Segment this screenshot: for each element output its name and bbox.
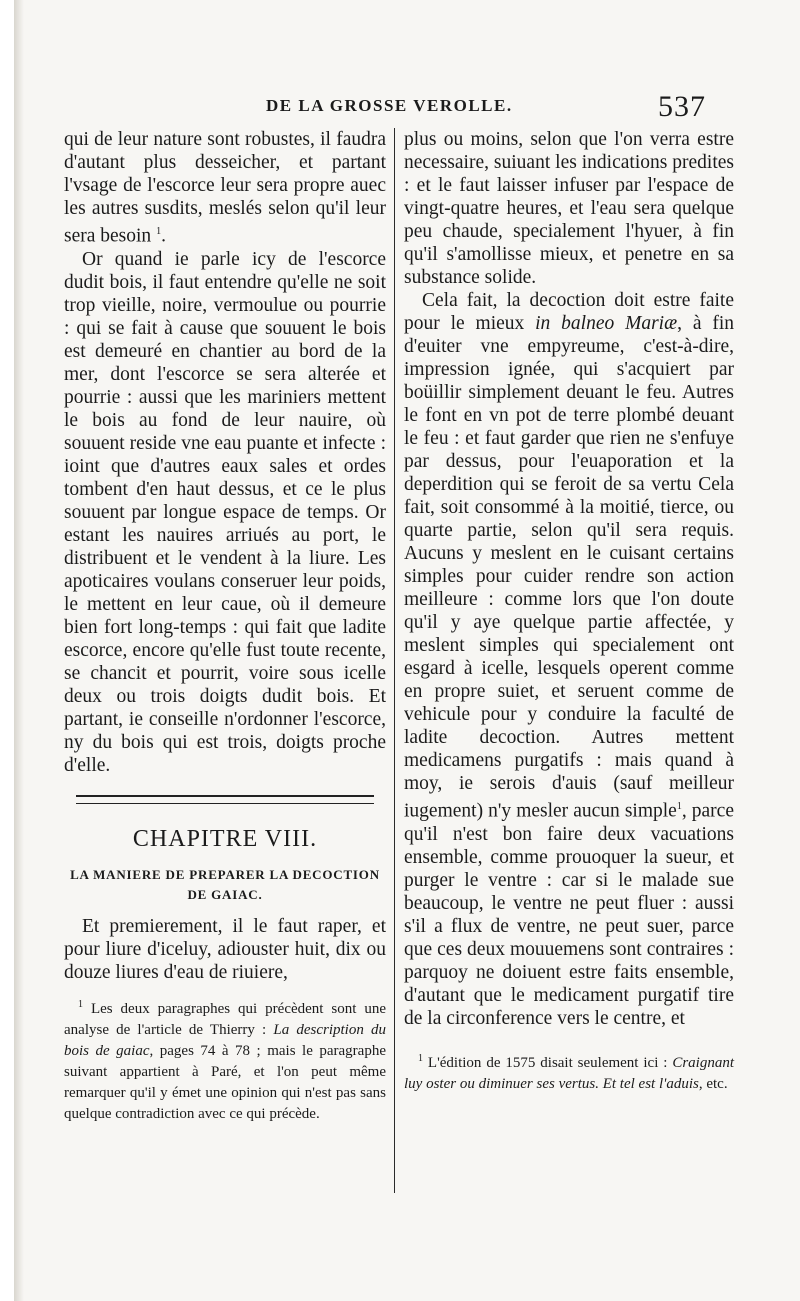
chapter-subtitle-line: LA MANIERE DE PREPARER LA DECOCTION (70, 866, 380, 882)
footnote-italic: La description du bois de gaiac (64, 1021, 386, 1059)
footnote-ref: 1 (156, 226, 162, 237)
chapter-subtitle-line: DE GAIAC. (187, 886, 263, 902)
section-divider (76, 795, 374, 804)
column-divider (394, 128, 395, 1193)
chapter-title: CHAPITRE VIII. (132, 825, 318, 852)
page-number: 537 (658, 90, 706, 123)
paragraph-text: Cela fait, la decoction doit estre faite pour le mieux (404, 290, 734, 334)
paragraph-text: , parce qu'il n'est bon faire deux vacuations ensemble, comme prouoquer la sueur, et purger le ventre : car si le malade sue beaucoup, le ventre ne peut fluer : aussi s'il a flux de ventre, ne peut suer, parce que ces deux mouuemens sont contraires : parquoy ne doiuent estre faits ensemble, d'autant que le medicament purgatif tire de la circonference vers le centre, et (404, 800, 734, 1029)
paragraph: plus ou moins, selon que l'on verra estre necessaire, suiuant les indications predites : et le faut laisser infuser par l'espace de vingt-quatre heures, et l'eau sera quelque peu chaude, specialement l'hyuer, à fin qu'il s'amollisse mieux, et penetre en sa substance solide. (404, 129, 734, 288)
footnote-italic: Craignant luy oster ou diminuer ses vertus. Et tel est l'aduis (404, 1054, 735, 1092)
paragraph: qui de leur nature sont robustes, il faudra d'autant plus desseicher, et partant l'vsage de l'escorce leur sera propre auec les autres susdits, meslés selon qu'il leur sera besoin $^1$. (64, 129, 386, 247)
left-column (64, 128, 386, 1125)
footnote-text: , etc. (698, 1075, 728, 1092)
footnote-ref: 1 (676, 801, 682, 812)
footnote (64, 994, 386, 1125)
latin-phrase: in balneo Mariæ (535, 313, 678, 334)
paragraph: Et premierement, il le faut raper, et pour liure d'iceluy, adiouster huit, dix ou douze liures d'eau de riuiere, (64, 915, 386, 983)
chapter-subtitle (64, 865, 386, 905)
right-column (404, 128, 734, 1095)
footnote-mark: 1 (418, 1052, 423, 1064)
book-page (14, 0, 800, 1301)
footnote-text: , pages 74 à 78 ; mais le paragraphe suivant appartient à Paré, et l'on peut même remarquer qu'il y émet une opinion qui n'est pas sans quelque contradiction avec ce qui précède. (64, 1042, 386, 1122)
running-head: DE LA GROSSE VEROLLE. (266, 96, 513, 115)
footnote-mark: 1 (78, 998, 83, 1010)
footnote (404, 1048, 734, 1095)
page-header (14, 90, 800, 126)
paragraph-text: , à fin d'euiter vne empyreume, c'est-à-dire, impression ignée, qui s'acquiert par boüillir simplement deuant le feu. Autres le font en vn pot de terre plombé deuant le feu : et faut garder que rien ne s'enfuye par dessus, pour l'euaporation et la deperdition qui se feroit de sa vertu Cela fait, soit consommé à la moitié, tierce, ou quarte partie, selon qu'il sera requis. Aucuns y meslent en le cuisant certains simples pour cuider rendre son action meilleure : comme lors que l'on doute qu'il y aye quelque partie affectée, y meslent simples qui specialement ont esgard à icelle, lesquels operent comme en propre suiet, et seruent comme de vehicule pour y conduire la faculté de ladite decoction. Autres mettent medicamens purgatifs : mais quand à moy, ie serois d'auis (sauf meilleur iugement) n'y mesler aucun simple (404, 313, 734, 822)
paragraph (404, 289, 734, 1030)
paragraph-text: qui de leur nature sont robustes, il faudra d'autant plus desseicher, et partant l'vsage de l'escorce leur sera propre auec les autres susdits, meslés selon qu'il leur sera besoin (64, 129, 386, 247)
footnote-text: L'édition de 1575 disait seulement ici : (427, 1054, 673, 1071)
footnote-text: Les deux paragraphes qui précèdent sont une analyse de l'article de Thierry : (64, 1000, 387, 1038)
paragraph: Or quand ie parle icy de l'escorce dudit bois, il faut entendre qu'elle ne soit trop vieille, noire, vermoulue ou pourrie : qui se fait à cause que souuent le bois est demeuré en chantier au bord de la mer, dont l'escorce se sera alterée et pourrie : aussi que les mariniers mettent le bois au fond de leur nauire, où souuent reside vne eau puante et infecte : ioint que d'autres eaux sales et ordes tombent d'en haut dessus, et ce le plus souuent par longue espace de temps. Or estant les nauires arriués au port, le distribuent et le vendent à la liure. Les apoticaires voulans conseruer leur poids, le mettent en leur caue, où il demeure bien fort long-temps : qui fait que ladite escorce, encore qu'elle fust toute recente, se chancit et pourrit, voire sous icelle deux ou trois doigts dudit bois. Et partant, ie conseille n'ordonner l'escorce, ny du bois qui est trois, doigts proche d'elle. (64, 248, 386, 776)
